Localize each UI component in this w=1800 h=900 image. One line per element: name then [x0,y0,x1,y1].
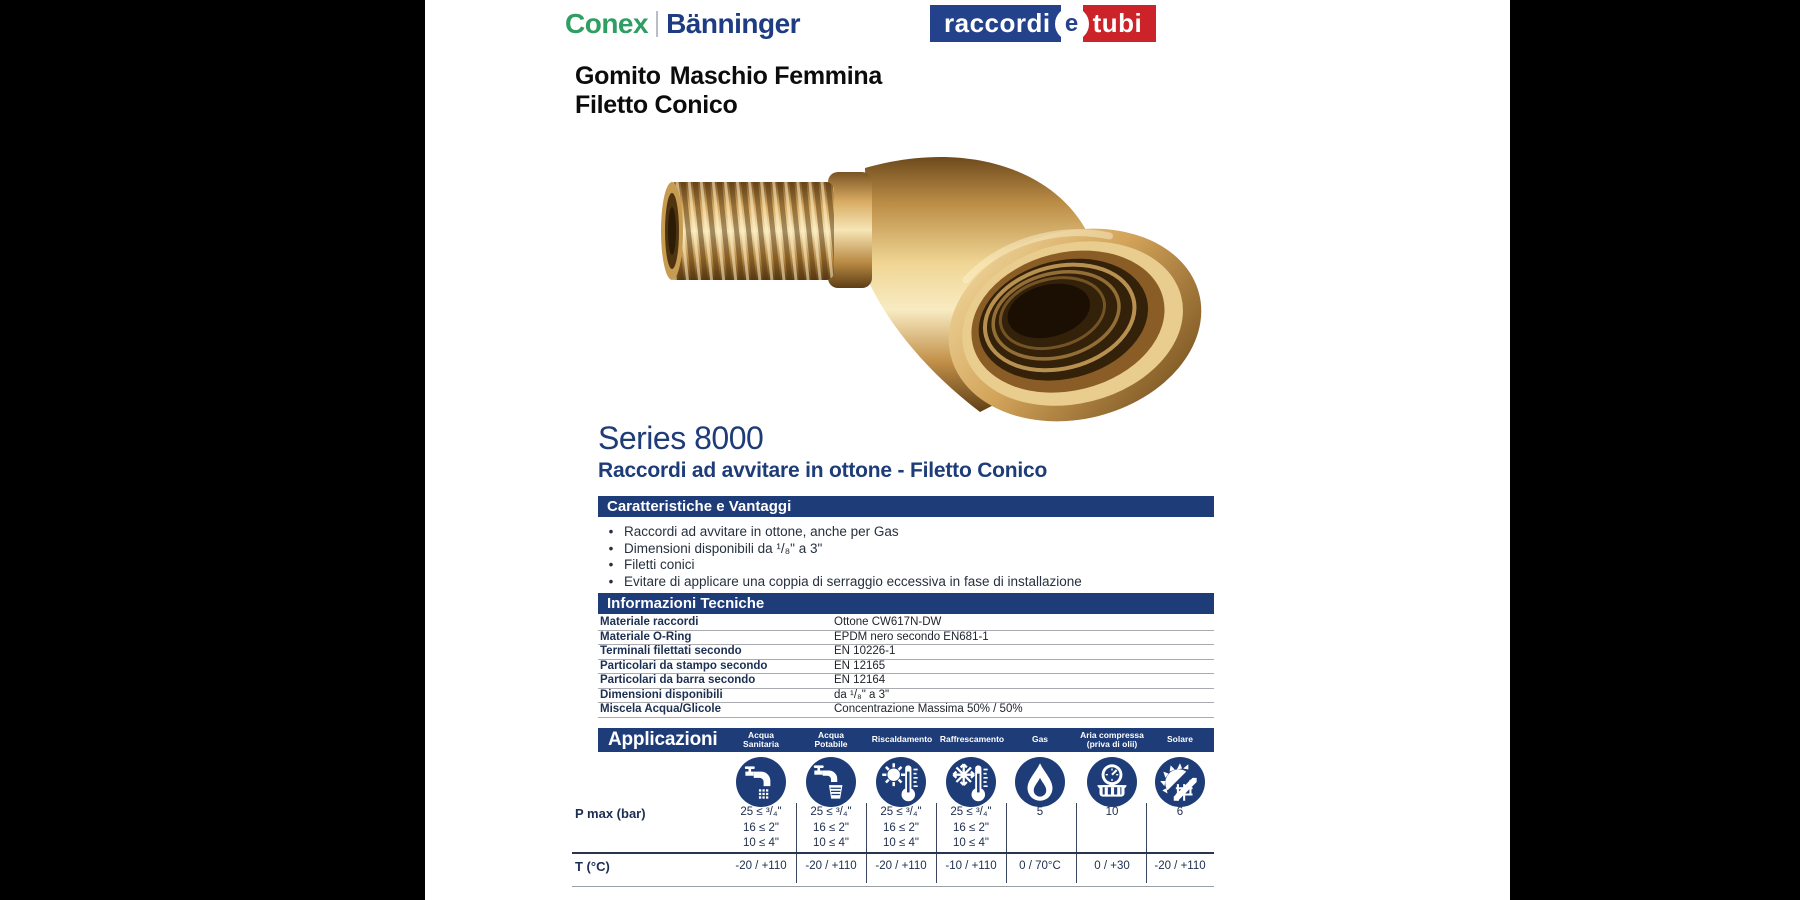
raccordi-e-tubi-logo [930,5,1156,42]
tubi-wordmark: tubi [1083,5,1157,42]
table-bottom-rule [572,886,1214,887]
features-bullet-list [598,524,1214,590]
conex-banninger-logo [565,8,800,40]
spec-value: EN 10226-1 [834,645,896,657]
table-row [598,703,1214,718]
column-header-aria-compressa: Aria compressa (priva di olii) [1080,729,1144,749]
spec-label: Dimensioni disponibili [600,688,723,701]
t-value-gas: 0 / 70°C [1019,860,1061,872]
banninger-wordmark: Bänninger [666,8,801,39]
table-row [598,674,1214,689]
table-row [598,660,1214,675]
spec-value: da ¹/₈" a 3" [834,688,890,701]
t-value-riscaldamento: -20 / +110 [875,860,927,872]
temperature-row-label: T (°C) [575,859,610,874]
pmax-row-label: P max (bar) [575,806,646,821]
t-value-solare: -20 / +110 [1154,860,1206,872]
bullet-text: Filetti conici [624,557,695,572]
series-name: Series 8000 [598,420,764,456]
bullet-text: Dimensioni disponibili da ¹/₈" a 3" [624,540,823,556]
bullet-icon: • [608,540,614,556]
table-row [598,616,1214,631]
spec-label: Miscela Acqua/Glicole [600,703,722,715]
bullet-icon: • [608,557,614,572]
bullet-icon: • [608,524,614,539]
t-value-raffrescamento: -10 / +110 [945,860,997,872]
tap-glass-icon [806,757,856,807]
spec-label: Particolari da barra secondo [600,674,756,686]
bullet-item [598,574,1214,591]
column-header-solare: Solare [1167,734,1193,745]
temperature-row-divider [572,852,1214,854]
tap-icon [736,757,786,807]
pmax-values-aria-compressa: 10 [1105,806,1119,818]
thermometer-sun-icon [876,757,926,807]
pmax-values-riscaldamento: 25 ≤ ³/₄" 16 ≤ 2" 10 ≤ 4" [880,806,922,849]
spec-value: Ottone CW617N-DW [834,616,942,628]
e-badge: e [1055,7,1089,41]
product-photo-brass-elbow [650,120,1220,422]
table-row [598,689,1214,704]
bullet-icon: • [608,573,614,589]
pmax-values-acqua-sanitaria: 25 ≤ ³/₄" 16 ≤ 2" 10 ≤ 4" [740,806,782,849]
spec-value: Concentrazione Massima 50% / 50% [834,703,1023,715]
applications-title: Applicazioni [608,729,718,750]
features-section-header: Caratteristiche e Vantaggi [598,496,1214,517]
column-header-raffrescamento: Raffrescamento [939,734,1005,745]
t-value-acqua-sanitaria: -20 / +110 [735,860,787,872]
spec-value: EN 12164 [834,674,886,686]
title-variant: Maschio Femmina [669,62,882,90]
pmax-values-raffrescamento: 25 ≤ ³/₄" 16 ≤ 2" 10 ≤ 4" [950,806,992,849]
series-subtitle: Raccordi ad avvitare in ottone - Filetto Conico [598,459,1048,482]
thermometer-snowflake-icon [946,757,996,807]
bullet-item [598,557,1214,574]
pmax-values-acqua-potabile: 25 ≤ ³/₄" 16 ≤ 2" 10 ≤ 4" [810,806,852,849]
pmax-values-solare: 6 [1176,806,1184,818]
title-line2: Filetto Conico [575,91,738,119]
spec-value: EN 12165 [834,659,886,672]
bullet-item [598,541,1214,558]
solar-panel-icon [1155,757,1205,807]
bullet-text: Evitare di applicare una coppia di serraggio eccessiva in fase di installazione [624,573,1082,589]
page-title [575,62,882,120]
column-header-gas: Gas [1031,734,1049,745]
tech-spec-table [598,616,1214,718]
gas-drop-icon [1015,757,1065,807]
bullet-text: Raccordi ad avvitare in ottone, anche per Gas [624,524,899,539]
compressor-gauge-icon [1087,757,1137,807]
bullet-item [598,524,1214,541]
pmax-values-gas: 5 [1036,806,1044,818]
spec-label: Materiale raccordi [600,616,699,628]
raccordi-wordmark: raccordi [930,5,1061,42]
t-value-acqua-potabile: -20 / +110 [805,860,857,872]
logo-divider [656,11,658,37]
t-value-aria-compressa: 0 / +30 [1094,860,1130,872]
column-header-acqua-potabile: Acqua Potabile [814,729,848,749]
conex-wordmark: Conex [565,8,649,39]
applications-section-header [598,728,1214,752]
title-product: Gomito [575,62,661,90]
spec-label: Materiale O-Ring [600,630,692,643]
spec-label: Terminali filettati secondo [600,645,742,657]
tech-section-header: Informazioni Tecniche [598,593,1214,614]
spec-value: EPDM nero secondo EN681-1 [834,630,989,643]
spec-label: Particolari da stampo secondo [600,659,768,672]
table-row [598,631,1214,646]
table-row [598,645,1214,660]
column-header-riscaldamento: Riscaldamento [871,734,933,745]
column-header-acqua-sanitaria: Acqua Sanitaria [743,729,779,749]
